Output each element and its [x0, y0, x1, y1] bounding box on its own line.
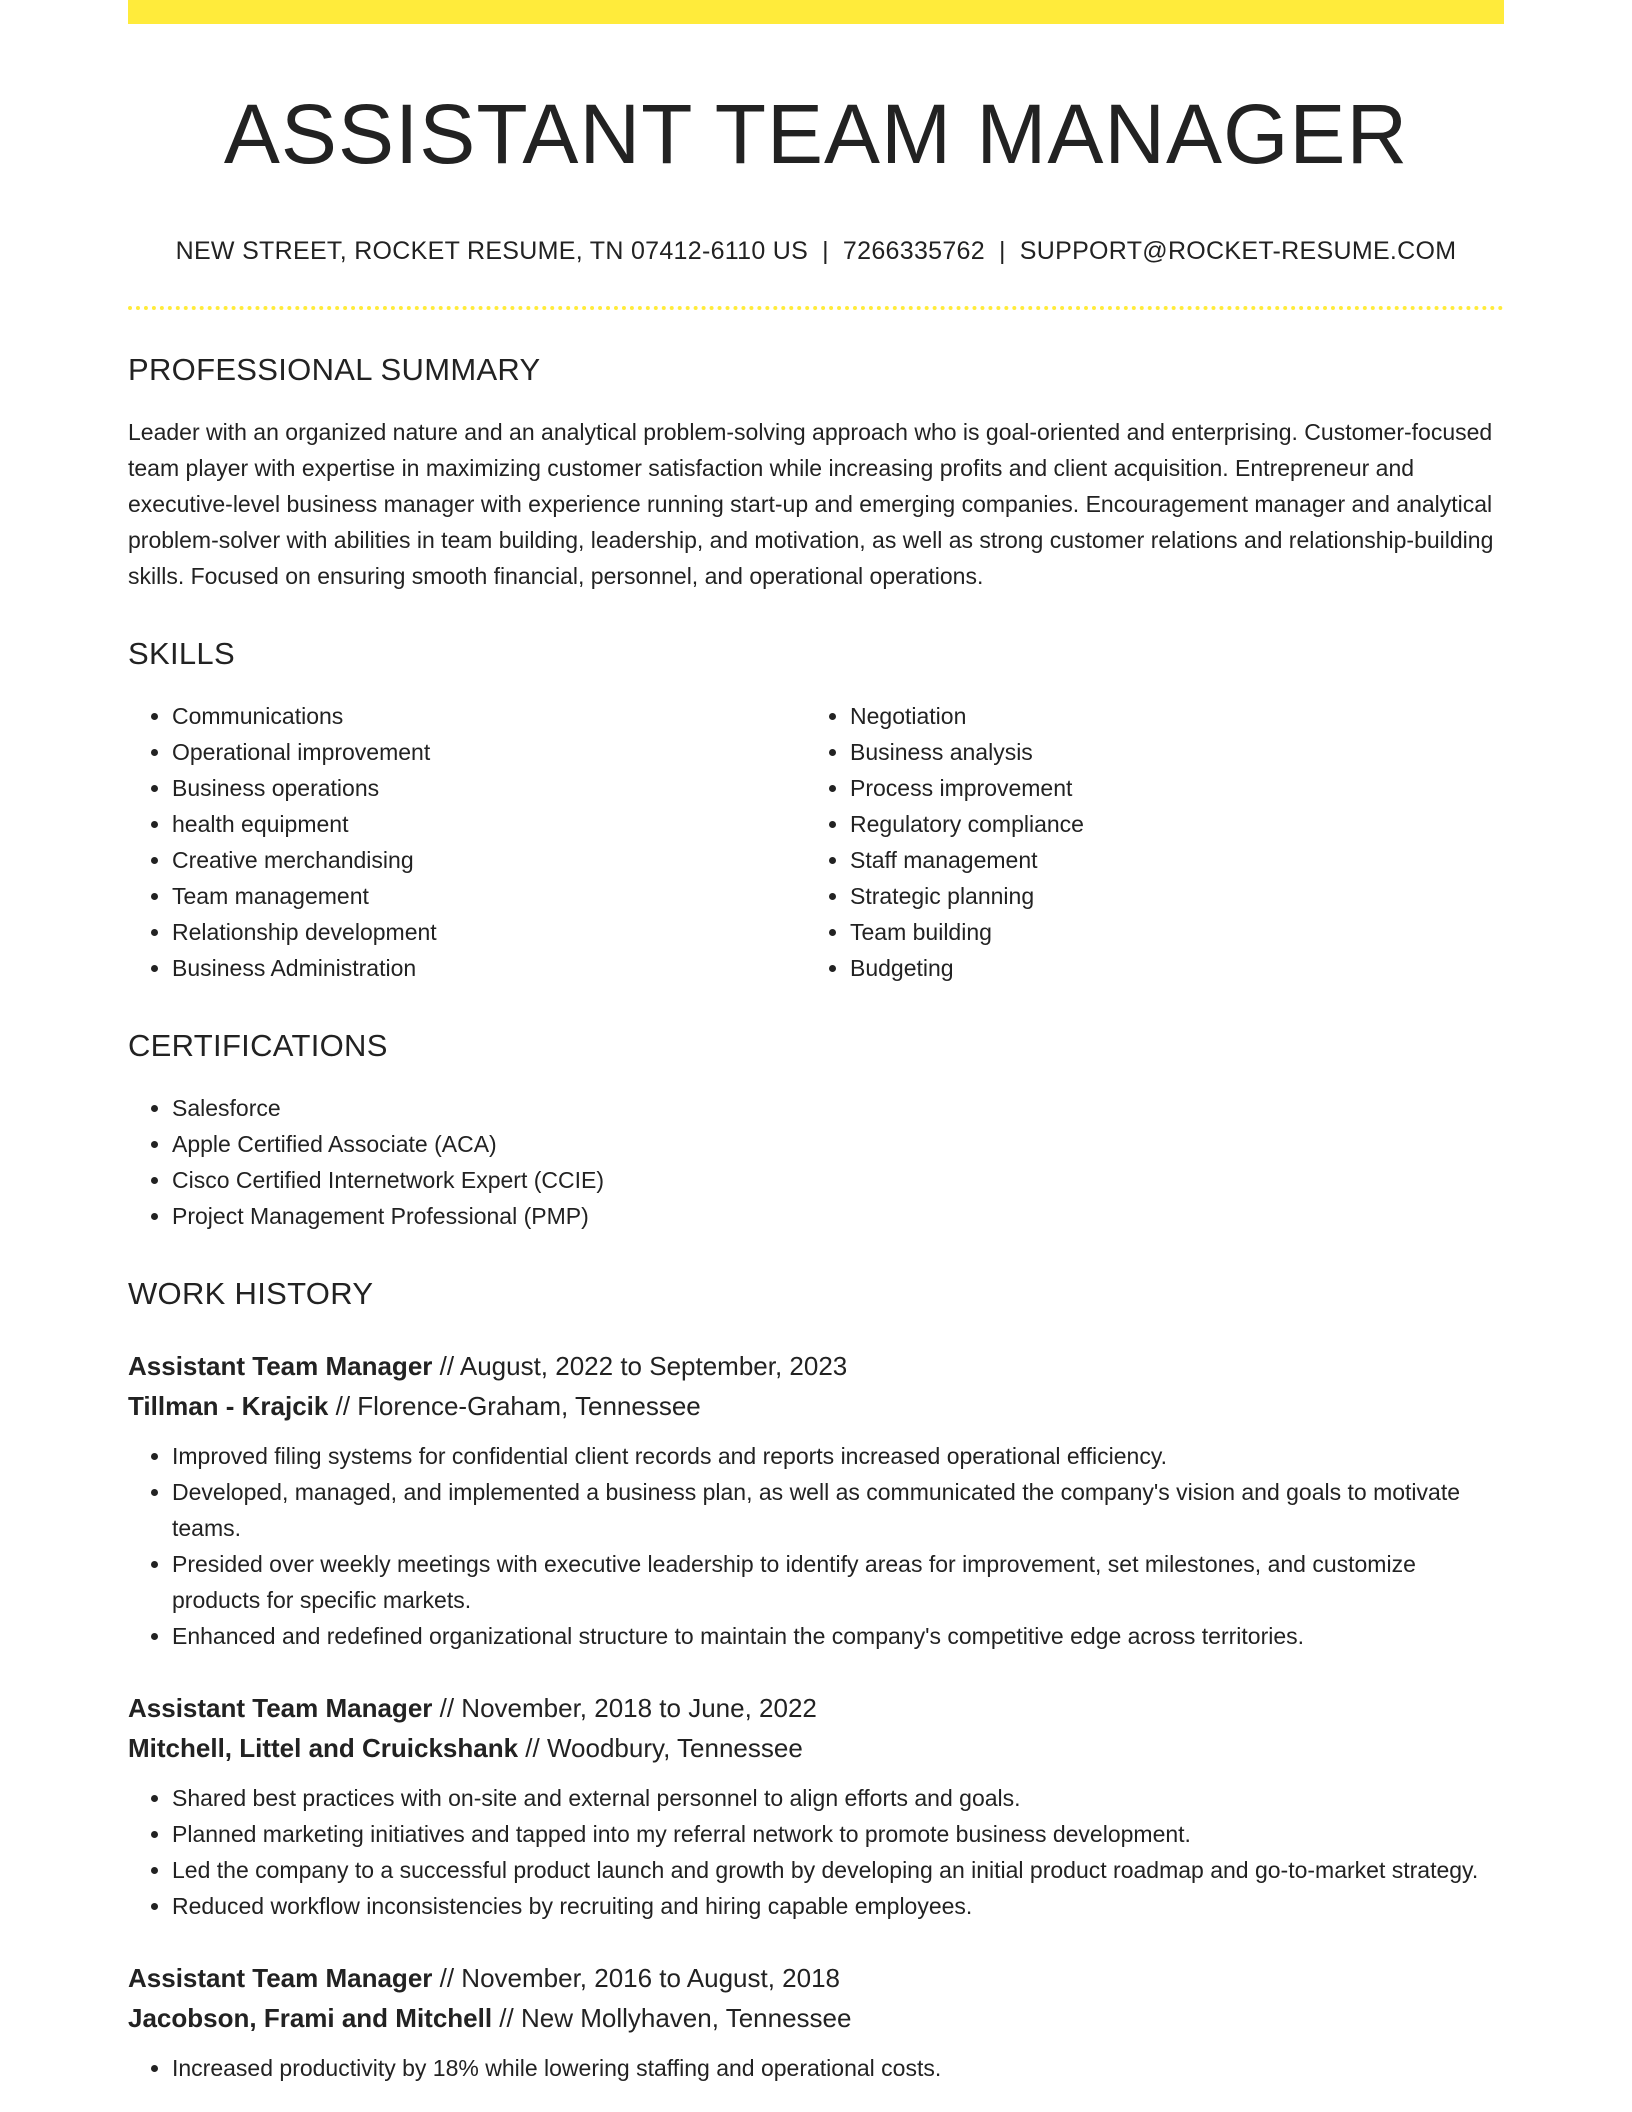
- job-entry: [128, 1958, 1504, 2086]
- job-bullet: • Increased productivity by 18% while lowering staffing and operational costs.: [172, 2050, 1504, 2086]
- job-entry: [128, 1688, 1504, 1924]
- job-bullet: • Enhanced and redefined organizational structure to maintain the company's competitive edge across territories.: [172, 1618, 1504, 1654]
- skill-item: • Operational improvement: [172, 734, 806, 770]
- contact-separator: |: [822, 236, 829, 265]
- skill-item: • Relationship development: [172, 914, 806, 950]
- certification-item: • Apple Certified Associate (ACA): [172, 1126, 1504, 1162]
- certification-item: • Salesforce: [172, 1090, 1504, 1126]
- skill-item: • Team building: [850, 914, 1484, 950]
- job-company: Mitchell, Littel and Cruickshank: [128, 1732, 519, 1763]
- skill-item: • Team management: [172, 878, 806, 914]
- job-title-line: [128, 1346, 1504, 1386]
- job-entry: [128, 1346, 1504, 1654]
- job-company: Jacobson, Frami and Mitchell: [128, 2002, 493, 2033]
- skills-list-right: [806, 698, 1484, 986]
- job-bullet: • Shared best practices with on-site and external personnel to align efforts and goals.: [172, 1780, 1504, 1816]
- job-dates: // November, 2018 to June, 2022: [432, 1692, 817, 1723]
- skill-item: • Business operations: [172, 770, 806, 806]
- certification-item: • Project Management Professional (PMP): [172, 1198, 1504, 1234]
- job-location: // Florence-Graham, Tennessee: [328, 1390, 701, 1421]
- job-location: // New Mollyhaven, Tennessee: [492, 2002, 852, 2033]
- page-title: ASSISTANT TEAM MANAGER: [223, 87, 1409, 181]
- job-title-line: [128, 1688, 1504, 1728]
- job-dates: // August, 2022 to September, 2023: [432, 1350, 848, 1381]
- certifications-heading: CERTIFICATIONS: [128, 1027, 388, 1063]
- job-bullets: [128, 1780, 1504, 1924]
- job-title: Assistant Team Manager: [128, 1692, 433, 1723]
- skill-item: • Strategic planning: [850, 878, 1484, 914]
- job-bullet: • Presided over weekly meetings with executive leadership to identify areas for improvement, set milestones, and customize products for specific markets.: [172, 1546, 1504, 1618]
- job-company-line: [128, 1386, 1504, 1426]
- skill-item: • health equipment: [172, 806, 806, 842]
- job-title: Assistant Team Manager: [128, 1962, 433, 1993]
- job-company-line: [128, 1728, 1504, 1768]
- certification-item: • Cisco Certified Internetwork Expert (CCIE): [172, 1162, 1504, 1198]
- job-company-line: [128, 1998, 1504, 2038]
- skills-list-left: [128, 698, 806, 986]
- contact-address: NEW STREET, ROCKET RESUME, TN 07412-6110 US: [175, 236, 809, 265]
- job-company: Tillman - Krajcik: [128, 1390, 329, 1421]
- summary-heading: PROFESSIONAL SUMMARY: [128, 351, 541, 387]
- resume-page: [128, 0, 1504, 2086]
- contact-separator: |: [998, 236, 1006, 265]
- job-dates: // November, 2016 to August, 2018: [432, 1962, 841, 1993]
- skill-item: • Process improvement: [850, 770, 1484, 806]
- skill-item: • Budgeting: [850, 950, 1484, 986]
- skill-item: • Regulatory compliance: [850, 806, 1484, 842]
- job-bullet: • Improved filing systems for confidential client records and reports increased operational efficiency.: [172, 1438, 1504, 1474]
- skill-item: • Business Administration: [172, 950, 806, 986]
- job-location: // Woodbury, Tennessee: [518, 1732, 803, 1763]
- job-title-line: [128, 1958, 1504, 1998]
- job-bullet: • Developed, managed, and implemented a business plan, as well as communicated the company's vision and goals to motivate teams.: [172, 1474, 1504, 1546]
- skills-columns: [128, 698, 1504, 986]
- skill-item: • Communications: [172, 698, 806, 734]
- contact-phone: 7266335762: [842, 236, 985, 265]
- job-title: Assistant Team Manager: [128, 1350, 433, 1381]
- dotted-divider: [128, 306, 1504, 310]
- job-bullets: [128, 2050, 1504, 2086]
- skill-item: • Negotiation: [850, 698, 1484, 734]
- skills-heading: SKILLS: [128, 635, 235, 671]
- job-bullet: • Reduced workflow inconsistencies by recruiting and hiring capable employees.: [172, 1888, 1504, 1924]
- job-bullets: [128, 1438, 1504, 1654]
- contact-line: [128, 237, 1504, 266]
- skill-item: • Creative merchandising: [172, 842, 806, 878]
- contact-email: SUPPORT@ROCKET-RESUME.COM: [1019, 236, 1457, 265]
- certifications-list: [128, 1090, 1504, 1234]
- summary-text: Leader with an organized nature and an analytical problem-solving approach who is goal-oriented and enterprising. Customer-focused team player with expertise in maximizing customer satisfaction while increasing profits and client acquisition. Entrepreneur and executive-level business manager with experience running start-up and emerging companies. Encouragement manager and analytical problem-solver with abilities in team building, leadership, and motivation, as well as strong customer relations and relationship-building skills. Focused on ensuring smooth financial, personnel, and operational operations.: [128, 418, 1494, 589]
- job-bullet: • Planned marketing initiatives and tapped into my referral network to promote business development.: [172, 1816, 1504, 1852]
- skill-item: • Business analysis: [850, 734, 1484, 770]
- accent-bar: [128, 0, 1504, 24]
- work-history-heading: WORK HISTORY: [128, 1275, 374, 1311]
- job-bullet: • Led the company to a successful product launch and growth by developing an initial product roadmap and go-to-market strategy.: [172, 1852, 1504, 1888]
- skill-item: • Staff management: [850, 842, 1484, 878]
